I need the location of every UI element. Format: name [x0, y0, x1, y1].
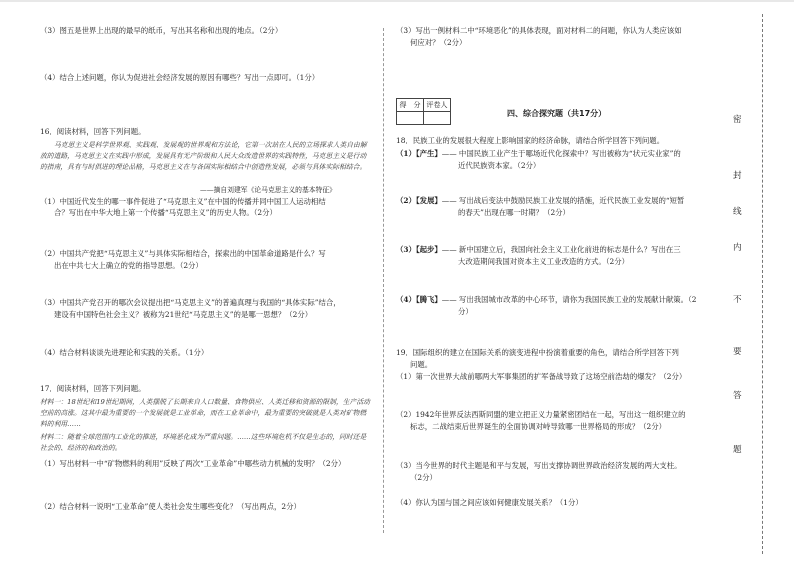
q19-head-a: 19．国际组织的建立在国际关系的演变进程中扮演着重要的角色，请结合所学回答下列 — [396, 348, 679, 357]
q17-material-1: 材料一：18世纪和19世纪期间，人类摆脱了长期来自人口数量、食物供应、人类迁移和资源的限制，生产活动空前的高涨。这其中最为重要的一个发展就是工业革命，而在工业革命中，最为重要的突破就是人类对矿物燃料的利用…… — [40, 398, 370, 428]
q18-4a — [396, 295, 696, 306]
q16-3a: （3）中国共产党召开的哪次会议提出把“马克思主义”的普遍真理与我国的“具体实际”结合， — [40, 298, 341, 307]
q19-1: （1）第一次世界大战前哪两大军事集团的扩军备战导致了这场空前浩劫的爆发？（2分） — [396, 372, 687, 381]
q17-material-2: 材料二：随着全球范围内工业化的推进，环境恶化成为严重问题。……这些环境危机不仅是生态的，同时还是社会的、经济的和政治的。 — [40, 433, 367, 452]
q18-1a — [396, 149, 681, 160]
score-label: 得 分 — [397, 99, 424, 112]
seal-char-6: 答 — [733, 391, 742, 401]
q16-material: 马克思主义是科学世界观、实践观、发展观的世界观和方法论，它第一次站在人民的立场探求人类自由解放的道路，马克思主义在实践中形成，发展具有无产阶级和人民大众改造世界的实践特性，马克思主义是行动的指南，具有与时俱进的理论品格，马克思主义在与各国实际相结合中创造性发展，必须与具体实际相结合。 — [40, 141, 367, 171]
page-top-edge — [0, 0, 794, 2]
q16-4: （4）结合材料谈谈先进理论和实践的关系。（1分） — [40, 348, 209, 357]
q18-2-text: —— 写出战后变法中鼓励民族工业发展的措施，近代民族工业发展的“短暂 — [441, 196, 685, 205]
q18-1-text: —— 中国民族工业产生于哪场近代化探索中？写出被称为“状元实业家”的 — [441, 149, 681, 158]
seal-char-2: 线 — [733, 207, 742, 217]
seal-char-7: 题 — [733, 445, 742, 455]
q18-1-tag: （1）【产生】 — [396, 149, 442, 158]
q18-head: 18．民族工业的发展很大程度上影响国家的经济命脉，请结合所学回答下列问题。 — [396, 136, 665, 145]
q19-3a: （3）当今世界的时代主题是和平与发展，写出支撑协调世界政治经济发展的两大支柱。 — [396, 461, 682, 470]
q16-1a: （1）中国近代发生的哪一事件促进了“马克思主义”在中国的传播并同中国工人运动相结 — [40, 197, 326, 206]
q17-2: （2）结合材料一说明“工业革命”使人类社会发生哪些变化？（写出两点，2分） — [40, 502, 301, 511]
q17-3b: 何应对？（2分） — [410, 38, 467, 47]
q18-4-text: —— 写出我国城市改革的中心环节，请你为我国民族工业的发展献计献策。（2 — [441, 295, 697, 304]
grader-blank[interactable] — [424, 112, 451, 125]
q17-1: （1）写出材料一中“矿物燃料的利用”反映了两次“工业革命”中哪些动力机械的发明？（2分） — [40, 459, 346, 468]
q18-3b: 大改造期间我国对资本主义工业改造的方式。（2分） — [458, 257, 629, 266]
q15-4: （4）结合上述问题，你认为促进社会经济发展的原因有哪些？写出一点即可。（1分） — [40, 73, 320, 82]
q18-4b: 分） — [458, 307, 473, 316]
q18-4-tag: （4）【腾飞】 — [396, 295, 442, 304]
score-blank[interactable] — [397, 112, 424, 125]
q16-source: ——摘自刘建军《论马克思主义的基本特征》 — [200, 186, 336, 194]
q16-head: 16．阅读材料，回答下列问题。 — [40, 127, 146, 136]
seal-char-0: 密 — [733, 115, 742, 125]
q17-3a: （3）写出一例材料二中“环境恶化”的具体表现，面对材料二的问题，你认为人类应该如 — [396, 26, 682, 35]
q15-3: （3）图五是世界上出现的最早的纸币，写出其名称和出现的地点。（2分） — [40, 26, 283, 35]
score-table — [396, 98, 451, 125]
q16-3b: 建设有中国特色社会主义？被称为21世纪“马克思主义”的是哪一思想？（2分） — [54, 310, 313, 319]
q18-2b: 的春天”出现在哪一时期？（2分） — [458, 208, 570, 217]
q18-3a — [396, 245, 681, 256]
seal-char-5: 要 — [733, 347, 742, 357]
q18-3-tag: （3）【起步】 — [396, 245, 442, 254]
q16-2b: 出在中共七大上确立的党的指导思想。（2分） — [54, 261, 203, 270]
q16-2a: （2）中国共产党把“马克思主义”与具体实际相结合，探索出的中国革命道路是什么？写 — [40, 249, 326, 258]
grader-label: 评卷人 — [424, 99, 451, 112]
q19-head-b: 问题。 — [410, 360, 433, 369]
q18-1b: 近代民族资本家。（2分） — [458, 161, 541, 170]
seal-line — [762, 14, 764, 554]
seal-char-1: 封 — [733, 171, 742, 181]
section-title: 四、综合探究题（共17分） — [507, 109, 607, 118]
column-divider — [383, 28, 385, 533]
q17-head: 17．阅读材料，回答下列问题。 — [40, 384, 146, 393]
q18-2a — [396, 196, 684, 207]
q19-2b: 标志，二战结束后世界诞生的全面协调对峙导致哪一世界格局的形成？（2分） — [410, 422, 666, 431]
q16-1b: 合？写出在中华大地上第一个传播“马克思主义”的历史人物。（2分） — [54, 208, 277, 217]
q19-3b: （2分） — [410, 473, 437, 482]
q19-4: （4）你认为国与国之间应该如何健康发展关系？（1分） — [396, 498, 583, 507]
seal-char-4: 不 — [733, 295, 742, 305]
q18-3-text: —— 新中国建立后，我国向社会主义工业化前进的标志是什么？写出在三 — [441, 245, 681, 254]
seal-char-3: 内 — [733, 243, 742, 253]
q18-2-tag: （2）【发展】 — [396, 196, 442, 205]
q19-2a: （2）1942年世界反法西斯同盟的建立把正义力量紧密团结在一起，写出这一组织建立的 — [396, 410, 686, 419]
